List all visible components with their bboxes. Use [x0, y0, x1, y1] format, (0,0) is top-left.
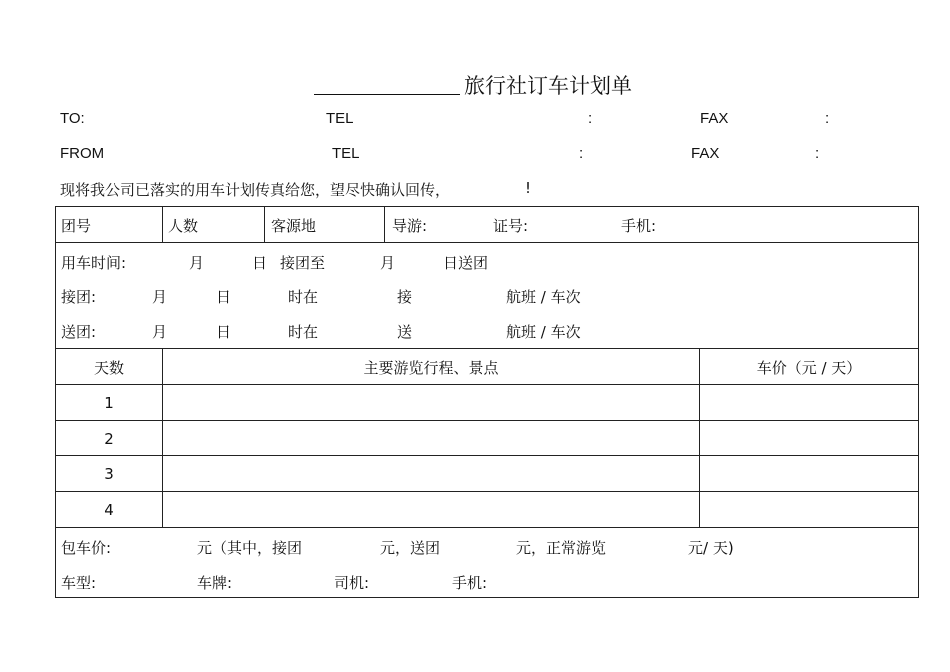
people-count-label: 人数: [168, 217, 199, 235]
price-header: 车价（元 / 天）: [756, 359, 862, 377]
driver-mobile-label: 手机:: [452, 574, 488, 592]
cert-no-label: 证号:: [493, 217, 529, 235]
pickup-time-at: 时在: [288, 288, 319, 306]
usage-month: 月: [189, 254, 205, 272]
send-action: 送: [397, 323, 413, 341]
charter-text-4: 元/ 天): [688, 539, 734, 557]
origin-label: 客源地: [271, 217, 317, 235]
send-day-label: 日送团: [443, 254, 489, 272]
pickup-action: 接: [397, 288, 413, 306]
send-day: 日: [216, 323, 232, 341]
send-month: 月: [152, 323, 168, 341]
charter-price-label: 包车价:: [61, 539, 112, 557]
driver-label: 司机:: [334, 574, 370, 592]
title-blank-line: [314, 94, 460, 95]
table-row-day: 3: [104, 465, 114, 483]
intro-exclaim: !: [525, 179, 532, 197]
days-header: 天数: [93, 359, 124, 377]
to-fax-colon: :: [825, 110, 830, 127]
guide-label: 导游:: [392, 217, 428, 235]
charter-text-3: 元，正常游览: [516, 539, 607, 557]
from-tel-colon: :: [579, 145, 584, 162]
pickup-label: 接团:: [61, 288, 97, 306]
page-title: 旅行社订车计划单: [464, 74, 632, 98]
to-fax-label: FAX: [700, 110, 729, 127]
usage-month-2: 月: [380, 254, 396, 272]
pickup-month: 月: [152, 288, 168, 306]
send-label: 送团:: [61, 323, 97, 341]
intro-text: 现将我公司已落实的用车计划传真给您，望尽快确认回传，: [60, 181, 451, 199]
route-header: 主要游览行程、景点: [363, 359, 499, 377]
from-tel-label: TEL: [332, 145, 360, 162]
table-row-day: 2: [104, 430, 114, 448]
charter-text-1: 元（其中，接团: [197, 539, 303, 557]
group-no-label: 团号: [61, 217, 92, 235]
send-time-at: 时在: [288, 323, 319, 341]
from-label: FROM: [60, 145, 105, 162]
usage-time-label: 用车时间:: [61, 254, 127, 272]
vehicle-plate-label: 车牌:: [197, 574, 233, 592]
usage-day: 日: [252, 254, 268, 272]
from-fax-label: FAX: [691, 145, 720, 162]
pickup-flight-label: 航班 / 车次: [506, 288, 581, 306]
to-tel-label: TEL: [326, 110, 354, 127]
to-tel-colon: :: [588, 110, 593, 127]
table-row-day: 4: [104, 501, 114, 519]
pickup-to-label: 接团至: [280, 254, 326, 272]
vehicle-type-label: 车型:: [61, 574, 97, 592]
guide-mobile-label: 手机:: [621, 217, 657, 235]
send-flight-label: 航班 / 车次: [506, 323, 581, 341]
table-row-day: 1: [104, 394, 114, 412]
from-fax-colon: :: [815, 145, 820, 162]
charter-text-2: 元，送团: [380, 539, 441, 557]
to-label: TO:: [60, 110, 85, 127]
pickup-day: 日: [216, 288, 232, 306]
